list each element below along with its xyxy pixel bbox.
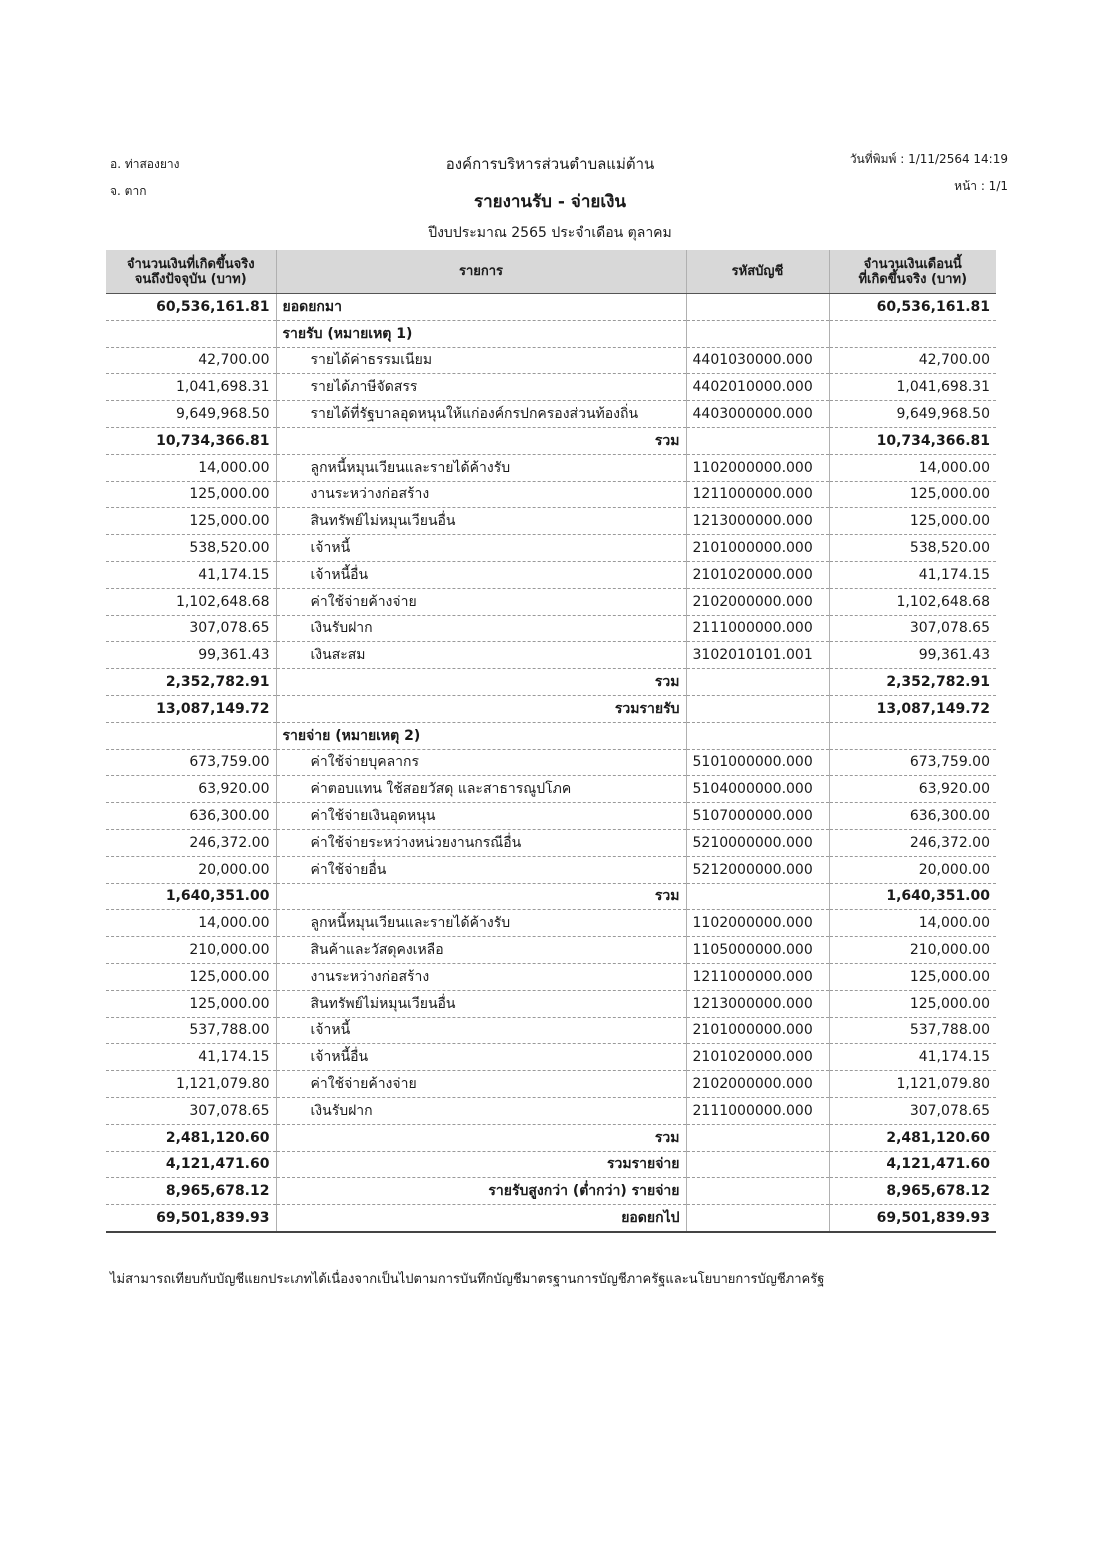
- cell-account-code: 5210000000.000: [686, 829, 829, 856]
- cell-account-code: 3102010101.001: [686, 642, 829, 669]
- cell-account-code: 2111000000.000: [686, 1097, 829, 1124]
- table-row: [106, 1017, 996, 1044]
- cell-actual-to-date: 60,536,161.81: [106, 294, 276, 321]
- cell-this-month: 246,372.00: [829, 829, 996, 856]
- table-row: [106, 561, 996, 588]
- cell-item-label: สินค้าและวัสดุคงเหลือ: [276, 937, 686, 964]
- table-row: [106, 294, 996, 321]
- cell-item-label: เงินรับฝาก: [276, 1097, 686, 1124]
- cell-account-code: 1105000000.000: [686, 937, 829, 964]
- cell-item-label: ลูกหนี้หมุนเวียนและรายได้ค้างรับ: [276, 910, 686, 937]
- table-row: [106, 401, 996, 428]
- cell-actual-to-date: 9,649,968.50: [106, 401, 276, 428]
- cell-account-code: [686, 883, 829, 910]
- cell-item-label: รวม: [276, 883, 686, 910]
- cell-account-code: 1213000000.000: [686, 508, 829, 535]
- cell-item-label: สินทรัพย์ไม่หมุนเวียนอื่น: [276, 990, 686, 1017]
- cell-item-label: งานระหว่างก่อสร้าง: [276, 481, 686, 508]
- cell-item-label: รายได้ภาษีจัดสรร: [276, 374, 686, 401]
- table-row: [106, 1044, 996, 1071]
- cell-this-month: 636,300.00: [829, 803, 996, 830]
- cell-this-month: 9,649,968.50: [829, 401, 996, 428]
- cell-this-month: 537,788.00: [829, 1017, 996, 1044]
- cell-this-month: 125,000.00: [829, 481, 996, 508]
- col-header-this-month-line1: จำนวนเงินเดือนนี้: [863, 256, 962, 272]
- cell-actual-to-date: 41,174.15: [106, 1044, 276, 1071]
- cell-item-label: เงินสะสม: [276, 642, 686, 669]
- cell-item-label: ค่าใช้จ่ายค้างจ่าย: [276, 1071, 686, 1098]
- cell-item-label: รวมรายจ่าย: [276, 1151, 686, 1178]
- cell-this-month: 673,759.00: [829, 749, 996, 776]
- cell-item-label: เจ้าหนี้อื่น: [276, 1044, 686, 1071]
- table-row: [106, 776, 996, 803]
- cell-item-label: ค่าตอบแทน ใช้สอยวัสดุ และสาธารณูปโภค: [276, 776, 686, 803]
- table-row: [106, 1071, 996, 1098]
- cell-account-code: 4403000000.000: [686, 401, 829, 428]
- cell-this-month: 60,536,161.81: [829, 294, 996, 321]
- table-row: [106, 454, 996, 481]
- col-header-item: รายการ: [276, 250, 686, 294]
- table-row: [106, 508, 996, 535]
- cell-actual-to-date: 1,121,079.80: [106, 1071, 276, 1098]
- cell-account-code: 1102000000.000: [686, 910, 829, 937]
- cell-actual-to-date: 307,078.65: [106, 615, 276, 642]
- cell-actual-to-date: 1,102,648.68: [106, 588, 276, 615]
- table-row: [106, 1097, 996, 1124]
- cell-account-code: [686, 669, 829, 696]
- cell-item-label: รายได้ค่าธรรมเนียม: [276, 347, 686, 374]
- table-row: [106, 963, 996, 990]
- cell-this-month: 63,920.00: [829, 776, 996, 803]
- cell-this-month: 10,734,366.81: [829, 427, 996, 454]
- cell-this-month: 42,700.00: [829, 347, 996, 374]
- cell-this-month: 125,000.00: [829, 990, 996, 1017]
- cell-actual-to-date: 69,501,839.93: [106, 1205, 276, 1232]
- cell-account-code: 5104000000.000: [686, 776, 829, 803]
- cell-item-label: ลูกหนี้หมุนเวียนและรายได้ค้างรับ: [276, 454, 686, 481]
- table-row: [106, 588, 996, 615]
- cell-this-month: 99,361.43: [829, 642, 996, 669]
- table-row: [106, 374, 996, 401]
- table-row: [106, 347, 996, 374]
- cell-item-label: ยอดยกมา: [276, 294, 686, 321]
- cell-account-code: 2101020000.000: [686, 561, 829, 588]
- table-row: [106, 1205, 996, 1232]
- cell-item-label: ค่าใช้จ่ายอื่น: [276, 856, 686, 883]
- cell-this-month: 4,121,471.60: [829, 1151, 996, 1178]
- cell-actual-to-date: 1,041,698.31: [106, 374, 276, 401]
- cell-this-month: 14,000.00: [829, 910, 996, 937]
- table-row: [106, 803, 996, 830]
- cell-account-code: 5212000000.000: [686, 856, 829, 883]
- district-label: อ. ท่าสองยาง: [110, 157, 180, 171]
- cell-item-label: เจ้าหนี้: [276, 535, 686, 562]
- cell-item-label: เจ้าหนี้: [276, 1017, 686, 1044]
- cell-account-code: 2111000000.000: [686, 615, 829, 642]
- table-row: [106, 320, 996, 347]
- cell-item-label: รวม: [276, 669, 686, 696]
- table-row: [106, 1151, 996, 1178]
- cell-account-code: 2101020000.000: [686, 1044, 829, 1071]
- col-header-account-code: รหัสบัญชี: [686, 250, 829, 294]
- cell-this-month: 125,000.00: [829, 963, 996, 990]
- cell-actual-to-date: 20,000.00: [106, 856, 276, 883]
- cell-account-code: 5101000000.000: [686, 749, 829, 776]
- table-row: [106, 481, 996, 508]
- cell-this-month: 1,041,698.31: [829, 374, 996, 401]
- table-row: [106, 856, 996, 883]
- cell-actual-to-date: 1,640,351.00: [106, 883, 276, 910]
- cell-item-label: ค่าใช้จ่ายระหว่างหน่วยงานกรณีอื่น: [276, 829, 686, 856]
- col-header-this-month: [829, 250, 996, 294]
- cell-account-code: [686, 294, 829, 321]
- table-row: [106, 883, 996, 910]
- cell-actual-to-date: 10,734,366.81: [106, 427, 276, 454]
- cell-actual-to-date: 246,372.00: [106, 829, 276, 856]
- cell-account-code: [686, 1205, 829, 1232]
- cell-this-month: 210,000.00: [829, 937, 996, 964]
- table-row: [106, 695, 996, 722]
- table-row: [106, 829, 996, 856]
- cell-account-code: [686, 722, 829, 749]
- cell-this-month: [829, 722, 996, 749]
- cell-actual-to-date: [106, 722, 276, 749]
- cell-this-month: 1,102,648.68: [829, 588, 996, 615]
- table-row: [106, 1178, 996, 1205]
- cell-account-code: 1211000000.000: [686, 963, 829, 990]
- cell-item-label: รายรับ (หมายเหตุ 1): [276, 320, 686, 347]
- cell-actual-to-date: 14,000.00: [106, 454, 276, 481]
- cell-account-code: 2101000000.000: [686, 535, 829, 562]
- cell-item-label: ยอดยกไป: [276, 1205, 686, 1232]
- cell-this-month: 8,965,678.12: [829, 1178, 996, 1205]
- cell-actual-to-date: 307,078.65: [106, 1097, 276, 1124]
- table-row: [106, 910, 996, 937]
- cell-actual-to-date: 210,000.00: [106, 937, 276, 964]
- cell-actual-to-date: 673,759.00: [106, 749, 276, 776]
- cell-account-code: 4402010000.000: [686, 374, 829, 401]
- print-date: วันที่พิมพ์ : 1/11/2564 14:19: [849, 152, 1008, 166]
- footnote: ไม่สามารถเทียบกับบัญชีแยกประเภทได้เนื่องจากเป็นไปตามการบันทึกบัญชีมาตรฐานการบัญชีภาครัฐและนโยบายการบัญชีภาครัฐ: [110, 1272, 825, 1287]
- cell-item-label: รวมรายรับ: [276, 695, 686, 722]
- cell-item-label: งานระหว่างก่อสร้าง: [276, 963, 686, 990]
- cell-actual-to-date: 13,087,149.72: [106, 695, 276, 722]
- cell-this-month: 2,352,782.91: [829, 669, 996, 696]
- cell-this-month: 307,078.65: [829, 615, 996, 642]
- cell-item-label: ค่าใช้จ่ายบุคลากร: [276, 749, 686, 776]
- report-title: รายงานรับ - จ่ายเงิน: [473, 192, 627, 212]
- table-body: [106, 294, 996, 1232]
- cell-actual-to-date: 125,000.00: [106, 508, 276, 535]
- cell-account-code: 2102000000.000: [686, 588, 829, 615]
- table-row: [106, 749, 996, 776]
- cell-item-label: เงินรับฝาก: [276, 615, 686, 642]
- cell-account-code: 2102000000.000: [686, 1071, 829, 1098]
- table-row: [106, 642, 996, 669]
- table-row: [106, 722, 996, 749]
- cell-account-code: 1213000000.000: [686, 990, 829, 1017]
- cell-actual-to-date: 636,300.00: [106, 803, 276, 830]
- cell-account-code: [686, 320, 829, 347]
- cell-this-month: 538,520.00: [829, 535, 996, 562]
- organization-name: องค์การบริหารส่วนตำบลแม่ต้าน: [445, 155, 655, 173]
- table-row: [106, 1124, 996, 1151]
- cell-account-code: [686, 695, 829, 722]
- province-label: จ. ตาก: [110, 184, 147, 198]
- receipts-payments-table: [106, 250, 996, 1233]
- cell-account-code: [686, 427, 829, 454]
- cell-this-month: 1,121,079.80: [829, 1071, 996, 1098]
- cell-this-month: 13,087,149.72: [829, 695, 996, 722]
- cell-actual-to-date: 2,481,120.60: [106, 1124, 276, 1151]
- table-row: [106, 669, 996, 696]
- cell-actual-to-date: 2,352,782.91: [106, 669, 276, 696]
- table-row: [106, 990, 996, 1017]
- page-number: หน้า : 1/1: [954, 179, 1008, 193]
- cell-actual-to-date: 125,000.00: [106, 963, 276, 990]
- cell-this-month: 307,078.65: [829, 1097, 996, 1124]
- cell-actual-to-date: 63,920.00: [106, 776, 276, 803]
- cell-account-code: 2101000000.000: [686, 1017, 829, 1044]
- col-header-actual-to-date-line1: จำนวนเงินที่เกิดขึ้นจริง: [126, 256, 255, 272]
- cell-item-label: เจ้าหนี้อื่น: [276, 561, 686, 588]
- cell-actual-to-date: 4,121,471.60: [106, 1151, 276, 1178]
- cell-account-code: 1102000000.000: [686, 454, 829, 481]
- cell-account-code: 5107000000.000: [686, 803, 829, 830]
- cell-actual-to-date: 42,700.00: [106, 347, 276, 374]
- cell-this-month: 20,000.00: [829, 856, 996, 883]
- col-header-actual-to-date: [106, 250, 276, 294]
- cell-item-label: สินทรัพย์ไม่หมุนเวียนอื่น: [276, 508, 686, 535]
- cell-this-month: [829, 320, 996, 347]
- cell-actual-to-date: 125,000.00: [106, 481, 276, 508]
- cell-actual-to-date: 538,520.00: [106, 535, 276, 562]
- col-header-this-month-line2: ที่เกิดขึ้นจริง (บาท): [858, 271, 968, 287]
- cell-this-month: 69,501,839.93: [829, 1205, 996, 1232]
- cell-account-code: [686, 1124, 829, 1151]
- cell-item-label: ค่าใช้จ่ายค้างจ่าย: [276, 588, 686, 615]
- cell-item-label: รวม: [276, 1124, 686, 1151]
- table-header-row: [106, 250, 996, 294]
- table-row: [106, 427, 996, 454]
- cell-actual-to-date: 8,965,678.12: [106, 1178, 276, 1205]
- table-row: [106, 615, 996, 642]
- cell-item-label: รวม: [276, 427, 686, 454]
- cell-actual-to-date: 14,000.00: [106, 910, 276, 937]
- cell-this-month: 41,174.15: [829, 561, 996, 588]
- report-subtitle: ปีงบประมาณ 2565 ประจำเดือน ตุลาคม: [428, 225, 672, 241]
- table-row: [106, 937, 996, 964]
- cell-item-label: รายรับสูงกว่า (ต่ำกว่า) รายจ่าย: [276, 1178, 686, 1205]
- cell-actual-to-date: 41,174.15: [106, 561, 276, 588]
- cell-item-label: รายจ่าย (หมายเหตุ 2): [276, 722, 686, 749]
- cell-account-code: 1211000000.000: [686, 481, 829, 508]
- cell-account-code: 4401030000.000: [686, 347, 829, 374]
- cell-item-label: ค่าใช้จ่ายเงินอุดหนุน: [276, 803, 686, 830]
- cell-this-month: 14,000.00: [829, 454, 996, 481]
- cell-this-month: 1,640,351.00: [829, 883, 996, 910]
- cell-actual-to-date: 125,000.00: [106, 990, 276, 1017]
- cell-account-code: [686, 1151, 829, 1178]
- col-header-actual-to-date-line2: จนถึงปัจจุบัน (บาท): [134, 271, 247, 287]
- cell-this-month: 125,000.00: [829, 508, 996, 535]
- cell-item-label: รายได้ที่รัฐบาลอุดหนุนให้แก่องค์กรปกครองส่วนท้องถิ่น: [276, 401, 686, 428]
- cell-this-month: 41,174.15: [829, 1044, 996, 1071]
- cell-actual-to-date: 99,361.43: [106, 642, 276, 669]
- cell-actual-to-date: 537,788.00: [106, 1017, 276, 1044]
- cell-account-code: [686, 1178, 829, 1205]
- cell-this-month: 2,481,120.60: [829, 1124, 996, 1151]
- cell-actual-to-date: [106, 320, 276, 347]
- table-row: [106, 535, 996, 562]
